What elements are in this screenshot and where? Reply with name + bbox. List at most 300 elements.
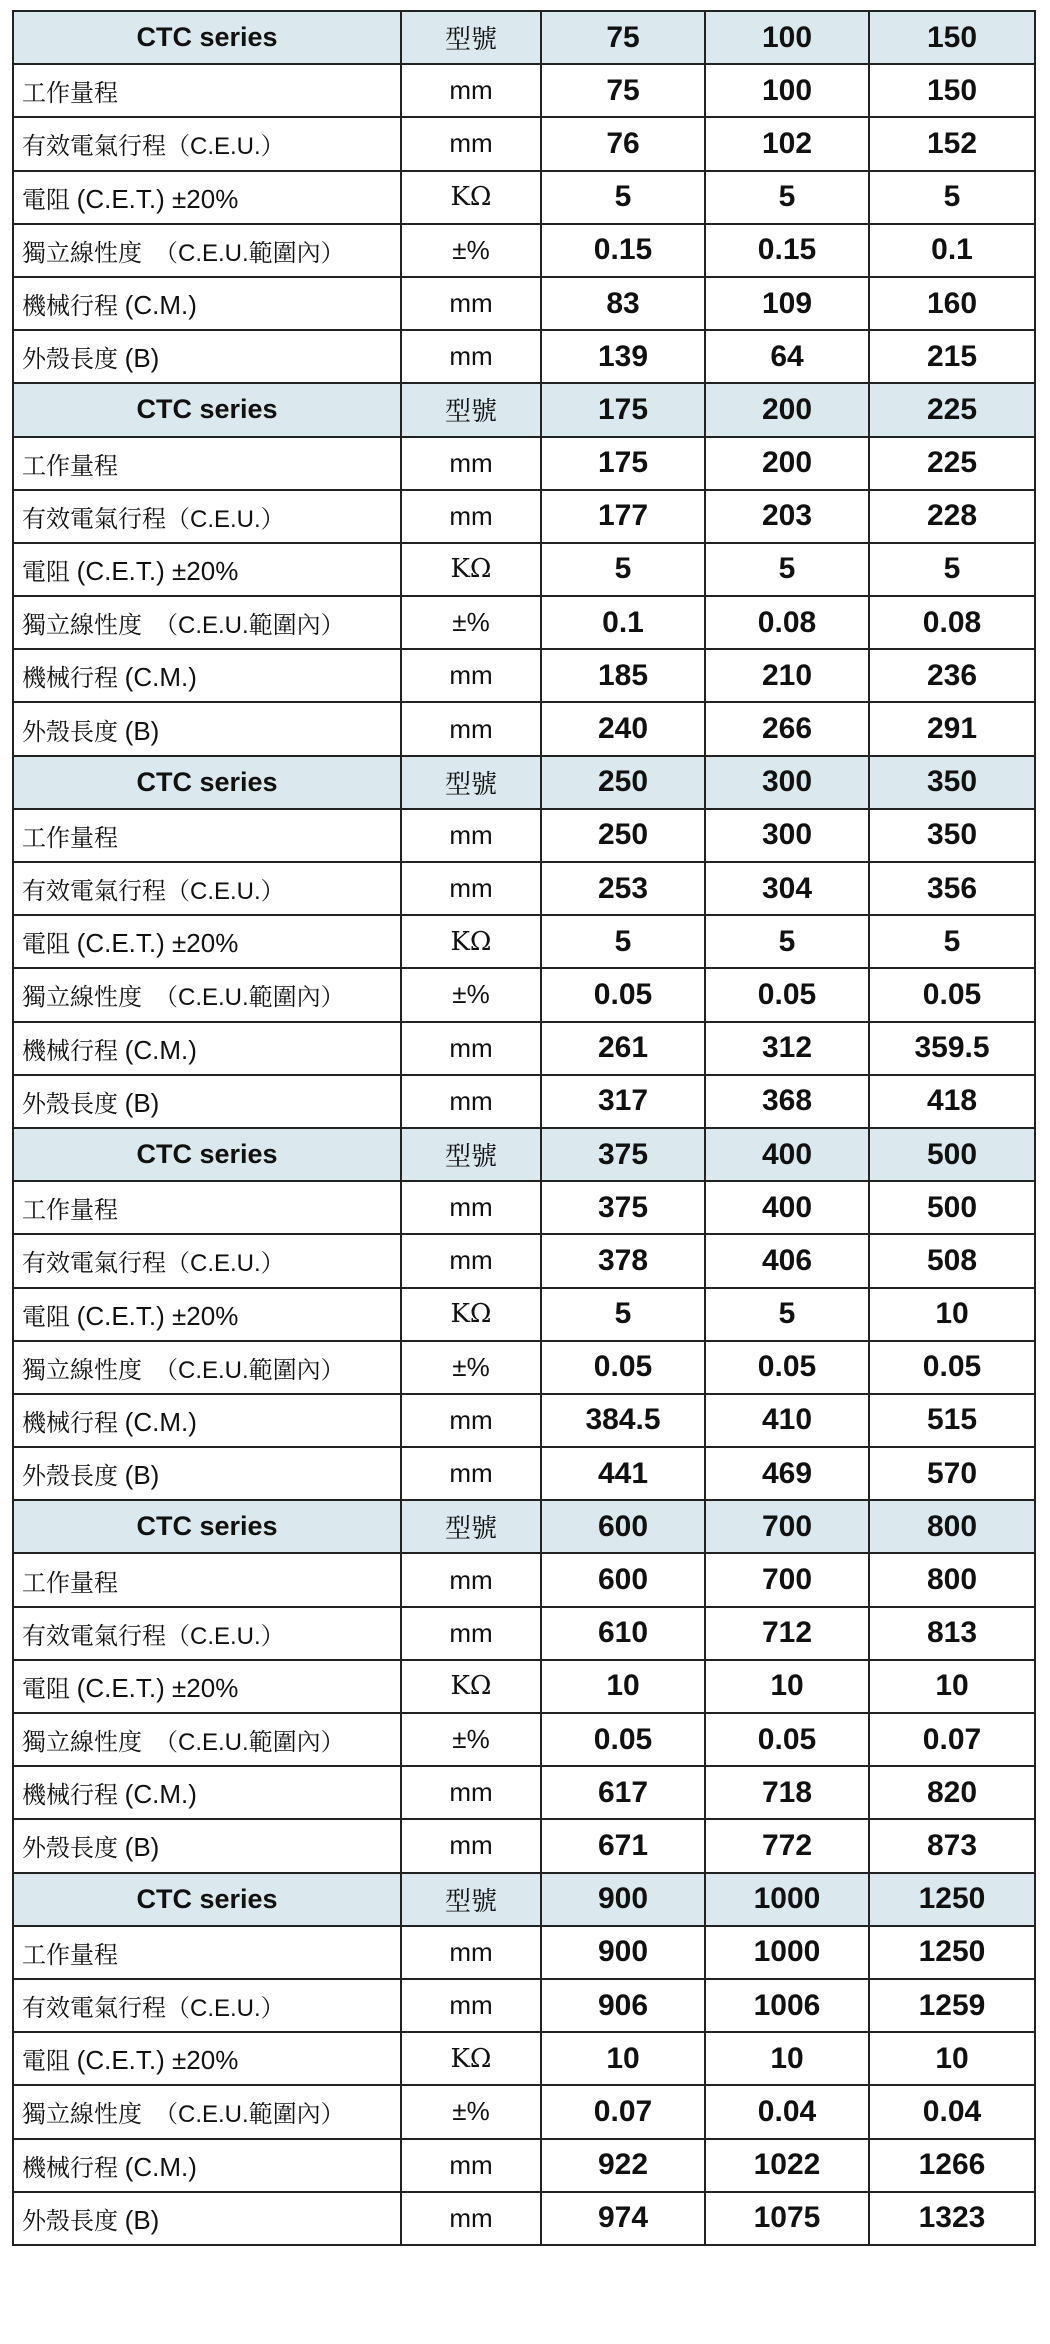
spec-label-text: 電阻 — [22, 186, 77, 214]
model-label: 型號 — [401, 1128, 541, 1181]
spec-label-working-range — [13, 1926, 401, 1979]
spec-value: 203 — [705, 490, 869, 543]
spec-unit: mm — [401, 862, 541, 915]
series-title: CTC series — [13, 1873, 401, 1926]
spec-value: 712 — [705, 1607, 869, 1660]
spec-value: 317 — [541, 1075, 705, 1128]
model-number: 225 — [869, 383, 1035, 436]
spec-label-text: 外殼長度 — [22, 1463, 125, 1491]
spec-label-suffix: (C.E.T.) ±20% — [76, 183, 239, 214]
spec-label-effective-electrical-travel — [13, 1979, 401, 2032]
spec-row-housing-length — [13, 330, 1035, 383]
spec-unit: KΩ — [401, 915, 541, 968]
spec-label-effective-electrical-travel — [13, 862, 401, 915]
spec-value: 0.08 — [705, 596, 869, 649]
spec-value: 5 — [541, 1288, 705, 1341]
spec-value: 250 — [541, 809, 705, 862]
spec-row-independent-linearity — [13, 968, 1035, 1021]
spec-value: 400 — [705, 1181, 869, 1234]
spec-unit: mm — [401, 649, 541, 702]
spec-value: 5 — [541, 171, 705, 224]
series-header-row — [13, 11, 1035, 64]
spec-row-resistance — [13, 1660, 1035, 1713]
spec-label-mechanical-travel — [13, 1766, 401, 1819]
spec-label-independent-linearity — [13, 596, 401, 649]
model-number: 350 — [869, 756, 1035, 809]
spec-label-effective-electrical-travel — [13, 117, 401, 170]
spec-label-effective-electrical-travel — [13, 1234, 401, 1287]
spec-value: 5 — [705, 915, 869, 968]
spec-value: 813 — [869, 1607, 1035, 1660]
spec-unit: mm — [401, 2139, 541, 2192]
spec-value: 0.15 — [541, 224, 705, 277]
spec-row-resistance — [13, 1288, 1035, 1341]
spec-row-housing-length — [13, 702, 1035, 755]
spec-label-working-range — [13, 809, 401, 862]
series-header-row — [13, 1500, 1035, 1553]
spec-label-text: 機械行程 — [22, 293, 125, 321]
spec-label-suffix: (C.M.) — [124, 290, 197, 321]
spec-label-independent-linearity — [13, 2085, 401, 2138]
spec-value: 10 — [541, 2032, 705, 2085]
spec-value: 671 — [541, 1819, 705, 1872]
spec-label-suffix: (B) — [124, 2204, 160, 2235]
spec-label-suffix: (C.M.) — [124, 1779, 197, 1810]
spec-value: 5 — [869, 915, 1035, 968]
spec-row-independent-linearity — [13, 596, 1035, 649]
spec-value: 772 — [705, 1819, 869, 1872]
spec-label-text: 獨立線性度 （C.E.U.範圍內） — [22, 1729, 345, 1757]
spec-value: 185 — [541, 649, 705, 702]
spec-value: 64 — [705, 330, 869, 383]
model-number: 250 — [541, 756, 705, 809]
spec-value: 76 — [541, 117, 705, 170]
model-number: 200 — [705, 383, 869, 436]
spec-unit: mm — [401, 277, 541, 330]
spec-label-text: 機械行程 — [22, 1782, 125, 1810]
spec-value: 0.05 — [541, 968, 705, 1021]
spec-label-text: 電阻 — [22, 558, 77, 586]
spec-unit: KΩ — [401, 1288, 541, 1341]
spec-label-text: 工作量程 — [22, 80, 118, 108]
spec-value: 378 — [541, 1234, 705, 1287]
series-header-row — [13, 756, 1035, 809]
spec-unit: mm — [401, 117, 541, 170]
spec-value: 0.07 — [869, 1713, 1035, 1766]
spec-label-text: 電阻 — [22, 1675, 77, 1703]
model-number: 400 — [705, 1128, 869, 1181]
spec-value: 418 — [869, 1075, 1035, 1128]
spec-value: 10 — [869, 2032, 1035, 2085]
spec-value: 210 — [705, 649, 869, 702]
spec-value: 0.04 — [705, 2085, 869, 2138]
spec-row-resistance — [13, 915, 1035, 968]
spec-row-independent-linearity — [13, 1341, 1035, 1394]
spec-label-resistance — [13, 1288, 401, 1341]
model-number: 1250 — [869, 1873, 1035, 1926]
spec-unit: mm — [401, 1234, 541, 1287]
spec-label-mechanical-travel — [13, 649, 401, 702]
spec-label-housing-length — [13, 1075, 401, 1128]
spec-row-working-range — [13, 1926, 1035, 1979]
spec-value: 1250 — [869, 1926, 1035, 1979]
spec-row-housing-length — [13, 2192, 1035, 2245]
spec-label-text: 工作量程 — [22, 452, 118, 480]
spec-row-working-range — [13, 437, 1035, 490]
spec-unit: ±% — [401, 224, 541, 277]
spec-unit: mm — [401, 1607, 541, 1660]
spec-row-working-range — [13, 809, 1035, 862]
spec-value: 0.05 — [705, 1713, 869, 1766]
spec-row-effective-electrical-travel — [13, 1234, 1035, 1287]
spec-label-working-range — [13, 437, 401, 490]
spec-label-text: 有效電氣行程（C.E.U.） — [22, 505, 285, 533]
spec-value: 10 — [869, 1288, 1035, 1341]
spec-label-mechanical-travel — [13, 277, 401, 330]
spec-label-mechanical-travel — [13, 1394, 401, 1447]
spec-label-text: 獨立線性度 （C.E.U.範圍內） — [22, 2101, 345, 2129]
spec-unit: mm — [401, 1075, 541, 1128]
spec-value: 291 — [869, 702, 1035, 755]
spec-label-independent-linearity — [13, 224, 401, 277]
spec-unit: ±% — [401, 1341, 541, 1394]
spec-value: 368 — [705, 1075, 869, 1128]
spec-value: 1259 — [869, 1979, 1035, 2032]
spec-unit: KΩ — [401, 1660, 541, 1713]
spec-value: 5 — [541, 915, 705, 968]
spec-label-text: 外殼長度 — [22, 346, 125, 374]
spec-value: 0.15 — [705, 224, 869, 277]
series-title: CTC series — [13, 11, 401, 64]
spec-value: 906 — [541, 1979, 705, 2032]
spec-label-text: 獨立線性度 （C.E.U.範圍內） — [22, 239, 345, 267]
spec-label-suffix: (C.E.T.) ±20% — [76, 1300, 239, 1331]
spec-value: 0.1 — [869, 224, 1035, 277]
series-title: CTC series — [13, 1500, 401, 1553]
model-number: 150 — [869, 11, 1035, 64]
spec-row-mechanical-travel — [13, 649, 1035, 702]
spec-row-independent-linearity — [13, 224, 1035, 277]
spec-value: 225 — [869, 437, 1035, 490]
spec-value: 240 — [541, 702, 705, 755]
spec-label-text: 外殼長度 — [22, 718, 125, 746]
spec-row-housing-length — [13, 1447, 1035, 1500]
spec-label-housing-length — [13, 1819, 401, 1872]
spec-label-independent-linearity — [13, 1713, 401, 1766]
spec-label-resistance — [13, 171, 401, 224]
spec-row-housing-length — [13, 1819, 1035, 1872]
spec-value: 873 — [869, 1819, 1035, 1872]
model-label: 型號 — [401, 756, 541, 809]
spec-value: 1006 — [705, 1979, 869, 2032]
spec-value: 441 — [541, 1447, 705, 1500]
spec-value: 1266 — [869, 2139, 1035, 2192]
spec-value: 0.05 — [705, 968, 869, 1021]
spec-label-working-range — [13, 1553, 401, 1606]
spec-value: 253 — [541, 862, 705, 915]
spec-label-housing-length — [13, 2192, 401, 2245]
model-number: 800 — [869, 1500, 1035, 1553]
spec-value: 508 — [869, 1234, 1035, 1287]
model-label: 型號 — [401, 1500, 541, 1553]
spec-label-suffix: (C.M.) — [124, 1034, 197, 1065]
series-title: CTC series — [13, 1128, 401, 1181]
model-number: 600 — [541, 1500, 705, 1553]
spec-unit: ±% — [401, 596, 541, 649]
model-number: 75 — [541, 11, 705, 64]
spec-label-suffix: (C.M.) — [124, 2151, 197, 2182]
spec-label-housing-length — [13, 702, 401, 755]
spec-label-independent-linearity — [13, 968, 401, 1021]
spec-unit: mm — [401, 809, 541, 862]
spec-label-suffix: (C.E.T.) ±20% — [76, 2045, 239, 2076]
spec-row-mechanical-travel — [13, 2139, 1035, 2192]
spec-label-working-range — [13, 1181, 401, 1234]
spec-row-mechanical-travel — [13, 1394, 1035, 1447]
spec-value: 900 — [541, 1926, 705, 1979]
spec-label-effective-electrical-travel — [13, 1607, 401, 1660]
series-header-row — [13, 1128, 1035, 1181]
spec-row-resistance — [13, 543, 1035, 596]
spec-value: 200 — [705, 437, 869, 490]
spec-label-suffix: (C.E.T.) ±20% — [76, 1672, 239, 1703]
spec-value: 5 — [541, 543, 705, 596]
spec-unit: ±% — [401, 968, 541, 1021]
spec-row-working-range — [13, 1181, 1035, 1234]
spec-row-effective-electrical-travel — [13, 117, 1035, 170]
spec-label-effective-electrical-travel — [13, 490, 401, 543]
spec-value: 152 — [869, 117, 1035, 170]
spec-label-resistance — [13, 543, 401, 596]
spec-label-text: 獨立線性度 （C.E.U.範圍內） — [22, 1356, 345, 1384]
spec-value: 1075 — [705, 2192, 869, 2245]
model-number: 500 — [869, 1128, 1035, 1181]
spec-label-text: 電阻 — [22, 931, 77, 959]
spec-label-independent-linearity — [13, 1341, 401, 1394]
spec-unit: mm — [401, 330, 541, 383]
spec-label-text: 外殼長度 — [22, 1090, 125, 1118]
spec-value: 800 — [869, 1553, 1035, 1606]
spec-row-housing-length — [13, 1075, 1035, 1128]
spec-unit: KΩ — [401, 2032, 541, 2085]
spec-value: 83 — [541, 277, 705, 330]
spec-label-mechanical-travel — [13, 2139, 401, 2192]
spec-label-text: 有效電氣行程（C.E.U.） — [22, 1250, 285, 1278]
spec-value: 266 — [705, 702, 869, 755]
spec-unit: mm — [401, 2192, 541, 2245]
model-number: 900 — [541, 1873, 705, 1926]
spec-label-text: 有效電氣行程（C.E.U.） — [22, 1995, 285, 2023]
spec-value: 150 — [869, 64, 1035, 117]
spec-value: 236 — [869, 649, 1035, 702]
spec-label-resistance — [13, 2032, 401, 2085]
spec-unit: mm — [401, 64, 541, 117]
series-header-row — [13, 1873, 1035, 1926]
spec-unit: mm — [401, 1766, 541, 1819]
spec-value: 469 — [705, 1447, 869, 1500]
spec-value: 0.05 — [541, 1341, 705, 1394]
spec-unit: mm — [401, 1979, 541, 2032]
spec-value: 356 — [869, 862, 1035, 915]
spec-label-working-range — [13, 64, 401, 117]
spec-unit: mm — [401, 490, 541, 543]
spec-value: 0.05 — [541, 1713, 705, 1766]
spec-value: 410 — [705, 1394, 869, 1447]
model-number: 175 — [541, 383, 705, 436]
spec-label-text: 機械行程 — [22, 2154, 125, 2182]
spec-value: 175 — [541, 437, 705, 490]
spec-value: 177 — [541, 490, 705, 543]
spec-value: 100 — [705, 64, 869, 117]
spec-label-text: 工作量程 — [22, 1941, 118, 1969]
spec-value: 139 — [541, 330, 705, 383]
model-number: 100 — [705, 11, 869, 64]
spec-value: 0.05 — [869, 1341, 1035, 1394]
spec-value: 974 — [541, 2192, 705, 2245]
spec-value: 1022 — [705, 2139, 869, 2192]
spec-unit: mm — [401, 1022, 541, 1075]
spec-label-text: 工作量程 — [22, 1197, 118, 1225]
series-title: CTC series — [13, 756, 401, 809]
spec-label-suffix: (B) — [124, 1460, 160, 1491]
spec-unit: KΩ — [401, 543, 541, 596]
spec-label-text: 有效電氣行程（C.E.U.） — [22, 133, 285, 161]
spec-label-text: 獨立線性度 （C.E.U.範圍內） — [22, 612, 345, 640]
spec-value: 10 — [869, 1660, 1035, 1713]
spec-value: 0.08 — [869, 596, 1035, 649]
model-number: 375 — [541, 1128, 705, 1181]
spec-unit: mm — [401, 1181, 541, 1234]
spec-value: 0.1 — [541, 596, 705, 649]
spec-unit: mm — [401, 1819, 541, 1872]
spec-value: 922 — [541, 2139, 705, 2192]
spec-unit: mm — [401, 437, 541, 490]
spec-unit: mm — [401, 702, 541, 755]
spec-label-text: 機械行程 — [22, 1409, 125, 1437]
spec-label-suffix: (C.M.) — [124, 1406, 197, 1437]
spec-value: 617 — [541, 1766, 705, 1819]
spec-label-mechanical-travel — [13, 1022, 401, 1075]
spec-value: 10 — [541, 1660, 705, 1713]
spec-label-text: 有效電氣行程（C.E.U.） — [22, 878, 285, 906]
spec-row-mechanical-travel — [13, 277, 1035, 330]
spec-value: 5 — [869, 171, 1035, 224]
spec-table-container — [12, 10, 1034, 2246]
spec-unit: ±% — [401, 2085, 541, 2138]
spec-row-mechanical-travel — [13, 1766, 1035, 1819]
spec-row-independent-linearity — [13, 2085, 1035, 2138]
spec-label-text: 有效電氣行程（C.E.U.） — [22, 1622, 285, 1650]
spec-label-suffix: (B) — [124, 1087, 160, 1118]
spec-value: 215 — [869, 330, 1035, 383]
spec-value: 500 — [869, 1181, 1035, 1234]
spec-value: 0.05 — [869, 968, 1035, 1021]
spec-label-text: 外殼長度 — [22, 1835, 125, 1863]
spec-label-housing-length — [13, 1447, 401, 1500]
spec-value: 1323 — [869, 2192, 1035, 2245]
spec-label-suffix: (B) — [124, 1832, 160, 1863]
spec-value: 350 — [869, 809, 1035, 862]
spec-label-text: 機械行程 — [22, 1037, 125, 1065]
spec-value: 820 — [869, 1766, 1035, 1819]
spec-row-resistance — [13, 2032, 1035, 2085]
spec-row-working-range — [13, 1553, 1035, 1606]
spec-label-suffix: (C.E.T.) ±20% — [76, 928, 239, 959]
spec-label-text: 工作量程 — [22, 1569, 118, 1597]
spec-value: 304 — [705, 862, 869, 915]
spec-row-effective-electrical-travel — [13, 1607, 1035, 1660]
spec-value: 570 — [869, 1447, 1035, 1500]
model-number: 300 — [705, 756, 869, 809]
spec-label-text: 外殼長度 — [22, 2207, 125, 2235]
spec-value: 1000 — [705, 1926, 869, 1979]
spec-value: 610 — [541, 1607, 705, 1660]
spec-unit: ±% — [401, 1713, 541, 1766]
spec-label-suffix: (B) — [124, 343, 160, 374]
model-label: 型號 — [401, 1873, 541, 1926]
spec-value: 261 — [541, 1022, 705, 1075]
spec-value: 0.07 — [541, 2085, 705, 2138]
spec-row-independent-linearity — [13, 1713, 1035, 1766]
series-title: CTC series — [13, 383, 401, 436]
spec-row-effective-electrical-travel — [13, 862, 1035, 915]
spec-value: 300 — [705, 809, 869, 862]
spec-row-resistance — [13, 171, 1035, 224]
spec-value: 102 — [705, 117, 869, 170]
spec-value: 406 — [705, 1234, 869, 1287]
spec-value: 10 — [705, 2032, 869, 2085]
spec-label-resistance — [13, 1660, 401, 1713]
spec-value: 75 — [541, 64, 705, 117]
spec-row-effective-electrical-travel — [13, 490, 1035, 543]
spec-label-resistance — [13, 915, 401, 968]
spec-value: 10 — [705, 1660, 869, 1713]
spec-value: 384.5 — [541, 1394, 705, 1447]
spec-value: 375 — [541, 1181, 705, 1234]
spec-unit: mm — [401, 1394, 541, 1447]
spec-value: 515 — [869, 1394, 1035, 1447]
series-header-row — [13, 383, 1035, 436]
spec-unit: mm — [401, 1447, 541, 1500]
spec-row-working-range — [13, 64, 1035, 117]
model-number: 1000 — [705, 1873, 869, 1926]
spec-label-suffix: (B) — [124, 715, 160, 746]
spec-label-housing-length — [13, 330, 401, 383]
spec-label-text: 電阻 — [22, 2048, 77, 2076]
spec-value: 600 — [541, 1553, 705, 1606]
spec-value: 718 — [705, 1766, 869, 1819]
model-number: 700 — [705, 1500, 869, 1553]
spec-unit: KΩ — [401, 171, 541, 224]
spec-value: 5 — [705, 1288, 869, 1341]
spec-label-text: 工作量程 — [22, 824, 118, 852]
spec-label-suffix: (C.E.T.) ±20% — [76, 555, 239, 586]
spec-label-text: 機械行程 — [22, 665, 125, 693]
model-label: 型號 — [401, 383, 541, 436]
spec-value: 228 — [869, 490, 1035, 543]
spec-value: 5 — [705, 171, 869, 224]
ctc-series-spec-table — [12, 10, 1036, 2246]
spec-label-text: 電阻 — [22, 1303, 77, 1331]
spec-value: 312 — [705, 1022, 869, 1075]
spec-value: 5 — [705, 543, 869, 596]
spec-value: 359.5 — [869, 1022, 1035, 1075]
spec-row-effective-electrical-travel — [13, 1979, 1035, 2032]
spec-value: 0.04 — [869, 2085, 1035, 2138]
spec-value: 0.05 — [705, 1341, 869, 1394]
spec-label-text: 獨立線性度 （C.E.U.範圍內） — [22, 984, 345, 1012]
spec-row-mechanical-travel — [13, 1022, 1035, 1075]
